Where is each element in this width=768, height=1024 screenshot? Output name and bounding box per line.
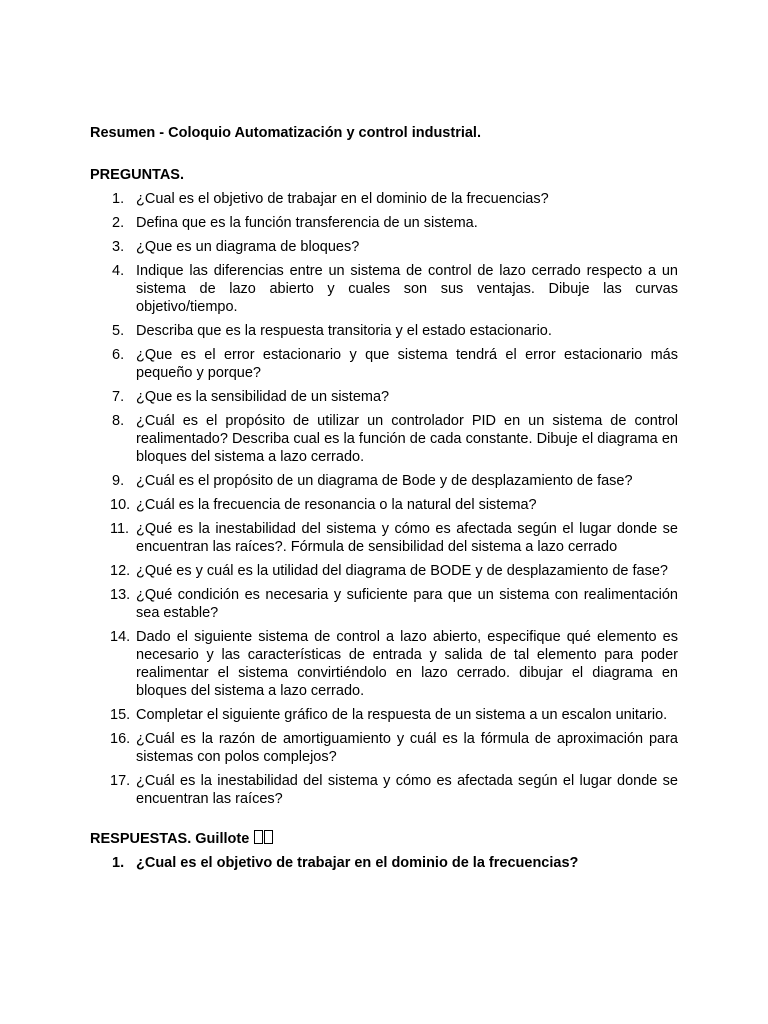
question-text: ¿Cuál es el propósito de un diagrama de Bode y de desplazamiento de fase? <box>136 473 633 489</box>
list-item <box>90 562 678 580</box>
list-item <box>90 854 678 872</box>
list-item <box>90 388 678 406</box>
list-number: 4. <box>112 263 125 279</box>
list-number: 17. <box>110 773 131 789</box>
list-number: 14. <box>110 629 131 645</box>
question-text: ¿Cuál es el propósito de utilizar un controlador PID en un sistema de control realimentado? Describa cual es la función de cada constante. Dibuje el diagrama en bloques del sistema a lazo cerrado. <box>136 413 678 465</box>
list-number: 6. <box>112 347 125 363</box>
answers-heading <box>90 830 678 848</box>
question-text: ¿Cuál es la razón de amortiguamiento y cuál es la fórmula de aproximación para sistemas con polos complejos? <box>136 731 678 765</box>
list-item <box>90 628 678 700</box>
list-item <box>90 730 678 766</box>
list-number: 1. <box>112 191 125 207</box>
missing-glyph-icon <box>264 830 273 844</box>
questions-heading: PREGUNTAS. <box>90 167 184 183</box>
question-text: ¿Que es la sensibilidad de un sistema? <box>136 389 390 405</box>
question-text: Defina que es la función transferencia de un sistema. <box>136 215 478 231</box>
list-item <box>90 706 678 724</box>
list-item <box>90 214 678 232</box>
question-text: ¿Cuál es la frecuencia de resonancia o la natural del sistema? <box>136 497 537 513</box>
answer-question-text: ¿Cual es el objetivo de trabajar en el dominio de la frecuencias? <box>136 855 579 871</box>
question-text: ¿Que es un diagrama de bloques? <box>136 239 360 255</box>
list-item <box>90 472 678 490</box>
list-item <box>90 520 678 556</box>
answers-list <box>90 854 678 872</box>
question-text: Dado el siguiente sistema de control a lazo abierto, especifique qué elemento es necesario y las características de entrada y salida de tal elemento para poder realimentar el sistema convirtiéndolo en lazo cerrado. dibujar el diagrama en bloques del sistema a lazo cerrado. <box>136 629 678 699</box>
missing-glyph-icon <box>254 830 263 844</box>
question-text: ¿Qué es la inestabilidad del sistema y cómo es afectada según el lugar donde se encuentran las raíces?. Fórmula de sensibilidad del sistema a lazo cerrado <box>136 521 678 555</box>
list-number: 2. <box>112 215 125 231</box>
list-number: 8. <box>112 413 125 429</box>
list-number: 7. <box>112 389 125 405</box>
list-number: 12. <box>110 563 131 579</box>
list-item <box>90 346 678 382</box>
list-number: 15. <box>110 707 131 723</box>
list-number: 3. <box>112 239 125 255</box>
answers-heading-text: RESPUESTAS. Guillote <box>90 831 254 847</box>
list-number: 10. <box>110 497 131 513</box>
list-item <box>90 190 678 208</box>
list-item <box>90 238 678 256</box>
question-text: Completar el siguiente gráfico de la respuesta de un sistema a un escalon unitario. <box>136 707 668 723</box>
document-title: Resumen - Coloquio Automatización y control industrial. <box>90 125 481 141</box>
list-number: 1. <box>112 855 125 871</box>
list-number: 16. <box>110 731 131 747</box>
questions-list <box>90 190 678 808</box>
question-text: ¿Qué es y cuál es la utilidad del diagrama de BODE y de desplazamiento de fase? <box>136 563 668 579</box>
list-item <box>90 412 678 466</box>
list-number: 11. <box>110 521 130 537</box>
list-item <box>90 772 678 808</box>
question-text: Indique las diferencias entre un sistema de control de lazo cerrado respecto a un sistema de lazo abierto y cuales son sus ventajas. Dibuje las curvas objetivo/tiempo. <box>136 263 678 315</box>
list-item <box>90 262 678 316</box>
question-text: ¿Cual es el objetivo de trabajar en el dominio de la frecuencias? <box>136 191 549 207</box>
document-page <box>90 124 678 872</box>
question-text: Describa que es la respuesta transitoria y el estado estacionario. <box>136 323 552 339</box>
question-text: ¿Cuál es la inestabilidad del sistema y cómo es afectada según el lugar donde se encuentran las raíces? <box>136 773 678 807</box>
list-item <box>90 496 678 514</box>
list-item <box>90 322 678 340</box>
list-number: 5. <box>112 323 125 339</box>
list-number: 13. <box>110 587 131 603</box>
list-item <box>90 586 678 622</box>
list-number: 9. <box>112 473 125 489</box>
question-text: ¿Que es el error estacionario y que sistema tendrá el error estacionario más pequeño y porque? <box>136 347 678 381</box>
question-text: ¿Qué condición es necesaria y suficiente para que un sistema con realimentación sea estable? <box>136 587 678 621</box>
